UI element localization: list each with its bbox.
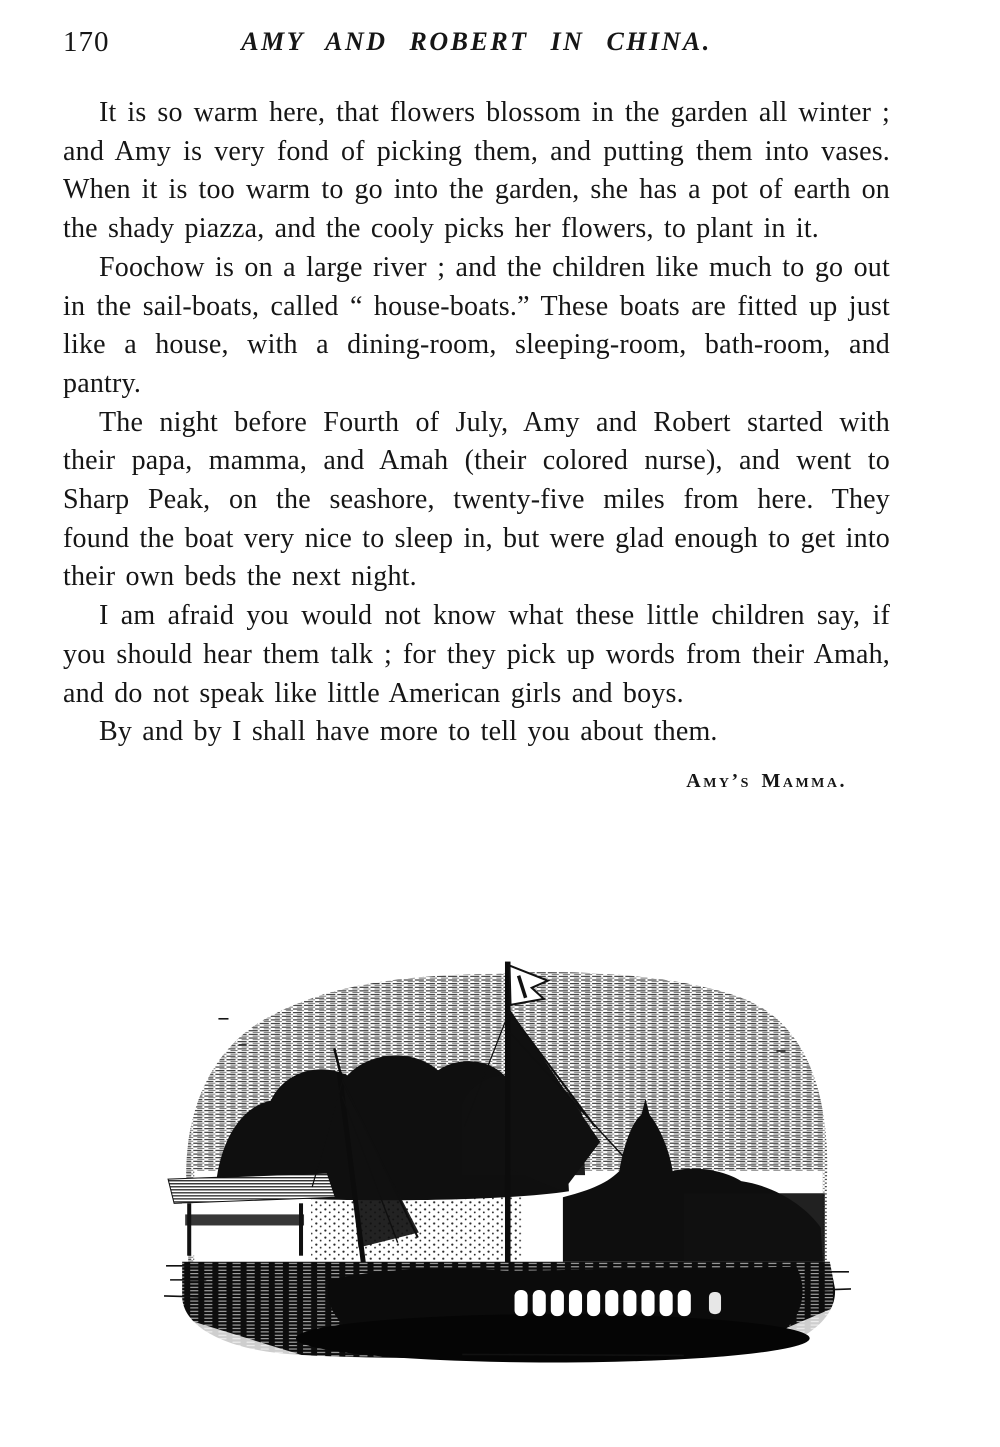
paragraph: The night before Fourth of July, Amy and Robert started with their papa, mamma, and Amah (their colored nurse), and went to Sharp Peak, on the seashore, twenty-five miles from here. They found the boat very nice to sleep in, but were glad enough to get into their own beds the next night. — [63, 406, 890, 593]
right-shore-mass — [684, 1193, 825, 1261]
paragraph: By and by I shall have more to tell you about them. — [99, 716, 718, 748]
engraving-svg — [160, 953, 855, 1365]
page-number: 170 — [63, 26, 110, 58]
running-title: AMY AND ROBERT IN CHINA. — [241, 27, 712, 56]
paragraph: Foochow is on a large river ; and the children like much to go out in the sail-boats, called “ house-boats.” These boats are fitted up just like a house, with a dining-room, sleeping-room, bath-room, and pantry. — [63, 251, 890, 399]
left-house-post — [299, 1203, 303, 1255]
main-mast — [505, 962, 511, 1296]
house-boat-engraving — [160, 953, 855, 1365]
left-house-windows — [185, 1214, 304, 1225]
left-house-post — [187, 1203, 191, 1255]
body-text — [63, 94, 890, 801]
paragraph: I am afraid you would not know what these little children say, if you should hear them talk ; for they pick up words from their Amah, and do not speak like little American girls and boys. — [63, 600, 890, 709]
page-header — [63, 24, 890, 64]
left-house-wall — [182, 1203, 309, 1255]
signature: Amy’s Mamma. — [686, 769, 847, 792]
paragraph: It is so warm here, that flowers blossom in the garden all winter ; and Amy is very fond of picking them, and putting them into vases. When it is too warm to go into the garden, she has a pot of earth on the shady piazza, and the cooly picks her flowers, to plant in it. — [63, 97, 890, 245]
